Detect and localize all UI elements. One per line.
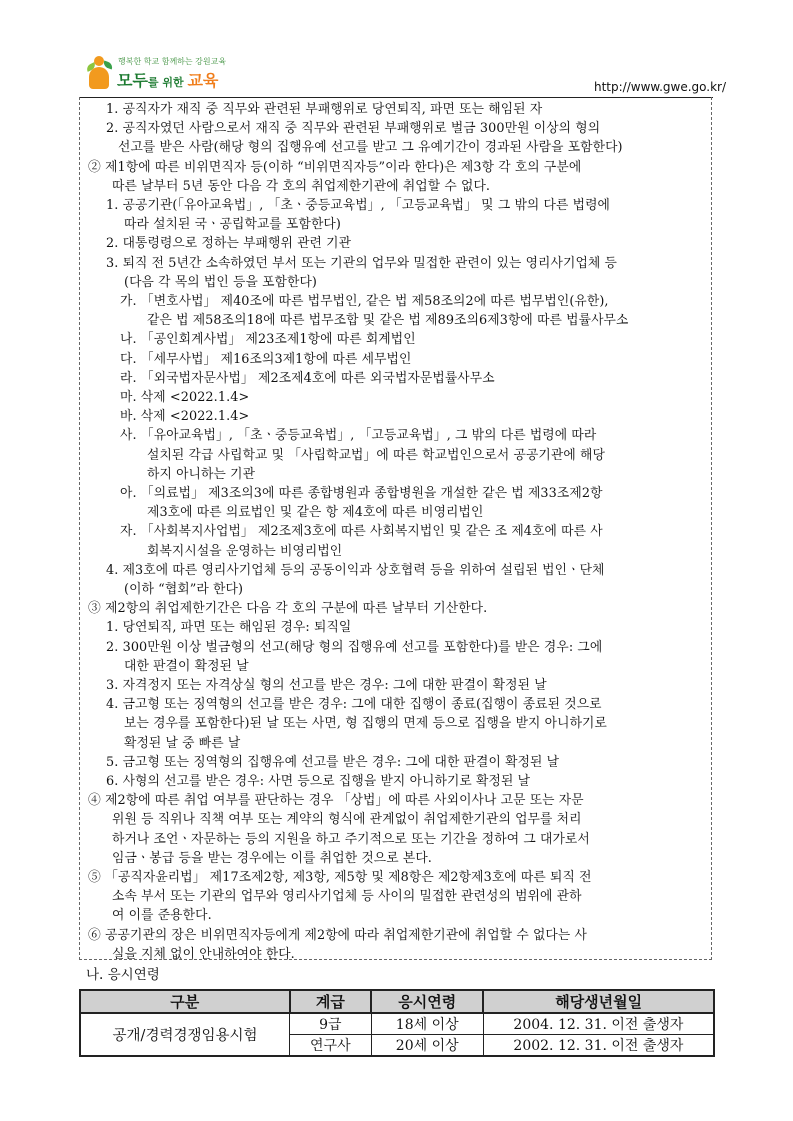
- text-line: 마. 삭제 <2022.1.4>: [120, 390, 250, 405]
- person-logo-icon: [86, 56, 112, 92]
- table-header: 계급: [290, 990, 372, 1013]
- text-line: 선고를 받은 사람(해당 형의 집행유예 선고를 받고 그 유예기간이 경과된 사람을 포함한다): [118, 140, 623, 155]
- text-line: 4. 제3호에 따른 영리사기업체 등의 공동이익과 상호협력 등을 위하여 설립된 법인ㆍ단체: [106, 563, 605, 578]
- text-line: 여 이를 준용한다.: [112, 908, 212, 923]
- text-line: 보는 경우를 포함한다)된 날 또는 사면, 형 집행의 면제 등으로 집행을 받지 아니하기로: [124, 716, 607, 731]
- text-line: ② 제1항에 따른 비위면직자 등(이하 “비위면직자등”이라 한다)은 제3항 각 호의 구분에: [88, 160, 582, 175]
- table-cell: 연구사: [290, 1035, 372, 1057]
- text-line: 1. 공직자가 재직 중 직무와 관련된 부패행위로 당연퇴직, 파면 또는 해임된 자: [106, 102, 543, 117]
- text-line: 1. 공공기관(「유아교육법」, 「초ㆍ중등교육법」, 「고등교육법」 및 그 밖의 다른 법령에: [106, 198, 611, 213]
- table-row: [80, 1013, 714, 1035]
- text-line: 2. 공직자였던 사람으로서 재직 중 직무와 관련된 부패행위로 벌금 300만원 이상의 형의: [106, 121, 601, 136]
- text-line: 제3호에 따른 의료법인 및 같은 항 제4호에 따른 비영리법인: [147, 505, 484, 520]
- text-line: 가. 「변호사법」 제40조에 따른 법무법인, 같은 법 제58조의2에 따른 법무법인(유한),: [120, 294, 609, 309]
- text-line: (다음 각 목의 법인 등을 포함한다): [124, 275, 318, 290]
- text-line: 하지 아니하는 기관: [147, 467, 256, 482]
- text-line: ④ 제2항에 따른 취업 여부를 판단하는 경우 「상법」에 따른 사외이사나 고문 또는 자문: [88, 793, 584, 808]
- text-line: 따른 날부터 5년 동안 다음 각 호의 취업제한기관에 취업할 수 없다.: [112, 179, 491, 194]
- text-line: ⑤ 「공직자윤리법」 제17조제2항, 제3항, 제5항 및 제8항은 제2항제3호에 따른 퇴직 전: [88, 870, 592, 885]
- logo-name: 모두를 위한 교육: [117, 71, 219, 90]
- table-cell: 20세 이상: [371, 1035, 483, 1057]
- text-line: ③ 제2항의 취업제한기간은 다음 각 호의 구분에 따른 날부터 기산한다.: [88, 601, 488, 616]
- table-header: 응시연령: [371, 990, 483, 1013]
- text-line: 2. 대통령령으로 정하는 부패행위 관련 기관: [106, 236, 352, 251]
- text-line: 나. 「공인회계사법」 제23조제1항에 따른 회계법인: [120, 332, 416, 347]
- text-line: 4. 금고형 또는 징역형의 선고를 받은 경우: 그에 대한 집행이 종료(집행이 종료된 것으로: [106, 697, 602, 712]
- text-line: 대한 판결이 확정된 날: [124, 659, 249, 674]
- age-requirement-table: [79, 989, 715, 1057]
- table-cell: 18세 이상: [371, 1013, 483, 1035]
- text-line: 하거나 조언ㆍ자문하는 등의 지원을 하고 주기적으로 또는 기간을 정하여 그 대가로서: [112, 832, 590, 847]
- text-line: 6. 사형의 선고를 받은 경우: 사면 등으로 집행을 받지 아니하기로 확정된 날: [106, 774, 531, 789]
- table-cell-category: 공개/경력경쟁임용시험: [80, 1013, 290, 1056]
- logo-slogan: 행복한 학교 함께하는 강원교육: [118, 57, 227, 66]
- text-line: 회복지시설을 운영하는 비영리법인: [147, 544, 343, 559]
- text-line: 3. 자격정지 또는 자격상실 형의 선고를 받은 경우: 그에 대한 판결이 확정된 날: [106, 678, 547, 693]
- text-line: 1. 당연퇴직, 파면 또는 해임된 경우: 퇴직일: [106, 620, 352, 635]
- text-line: 아. 「의료법」 제3조의3에 따른 종합병원과 종합병원을 개설한 같은 법 제33조제2항: [120, 486, 603, 501]
- text-line: 소속 부서 또는 기관의 업무와 영리사기업체 등 사이의 밀접한 관련성의 범위에 관하: [112, 889, 582, 904]
- text-line: ⑥ 공공기관의 장은 비위면직자등에게 제2항에 따라 취업제한기관에 취업할 수 없다는 사: [88, 928, 587, 943]
- text-line: 사. 「유아교육법」, 「초ㆍ중등교육법」, 「고등교육법」, 그 밖의 다른 법령에 따라: [120, 428, 597, 443]
- text-line: 확정된 날 중 빠른 날: [124, 736, 241, 751]
- section-title: 나. 응시연령: [86, 967, 160, 983]
- site-url[interactable]: http://www.gwe.go.kr/: [594, 80, 727, 94]
- text-line: 위원 등 직위나 직책 여부 또는 계약의 형식에 관계없이 취업제한기관의 업무를 처리: [112, 812, 582, 827]
- text-line: (이하 “협회”라 한다): [124, 582, 244, 597]
- text-line: 설치된 각급 사립학교 및 「사립학교법」에 따른 학교법인으로서 공공기관에 해당: [147, 448, 605, 463]
- text-line: 실을 지체 없이 안내하여야 한다.: [112, 947, 295, 962]
- text-line: 5. 금고형 또는 징역형의 집행유예 선고를 받은 경우: 그에 대한 판결이 확정된 날: [106, 755, 560, 770]
- table-cell: 2002. 12. 31. 이전 출생자: [483, 1035, 714, 1057]
- text-line: 자. 「사회복지사업법」 제2조제3호에 따른 사회복지법인 및 같은 조 제4호에 따른 사: [120, 524, 603, 539]
- table-header: 해당생년월일: [483, 990, 714, 1013]
- text-line: 임금ㆍ봉급 등을 받는 경우에는 이를 취업한 것으로 본다.: [112, 851, 432, 866]
- text-line: 따라 설치된 국ㆍ공립학교를 포함한다): [124, 217, 341, 232]
- gwe-logo[interactable]: [86, 54, 246, 94]
- text-line: 라. 「외국법자문사법」 제2조제4호에 따른 외국법자문법률사무소: [120, 371, 495, 386]
- table-cell: 2004. 12. 31. 이전 출생자: [483, 1013, 714, 1035]
- text-line: 3. 퇴직 전 5년간 소속하였던 부서 또는 기관의 업무와 밀접한 관련이 있는 영리사기업체 등: [106, 256, 617, 271]
- text-line: 다. 「세무사법」 제16조의3제1항에 따른 세무법인: [120, 352, 412, 367]
- text-line: 같은 법 제58조의18에 따른 법무조합 및 같은 법 제89조의6제3항에 따른 법률사무소: [147, 313, 629, 328]
- table-header-row: [80, 990, 714, 1013]
- text-line: 2. 300만원 이상 벌금형의 선고(해당 형의 집행유예 선고를 포함한다)를 받은 경우: 그에: [106, 640, 603, 655]
- page-header: [0, 0, 793, 98]
- table-cell: 9급: [290, 1013, 372, 1035]
- table-header: 구분: [80, 990, 290, 1013]
- text-line: 바. 삭제 <2022.1.4>: [120, 409, 250, 424]
